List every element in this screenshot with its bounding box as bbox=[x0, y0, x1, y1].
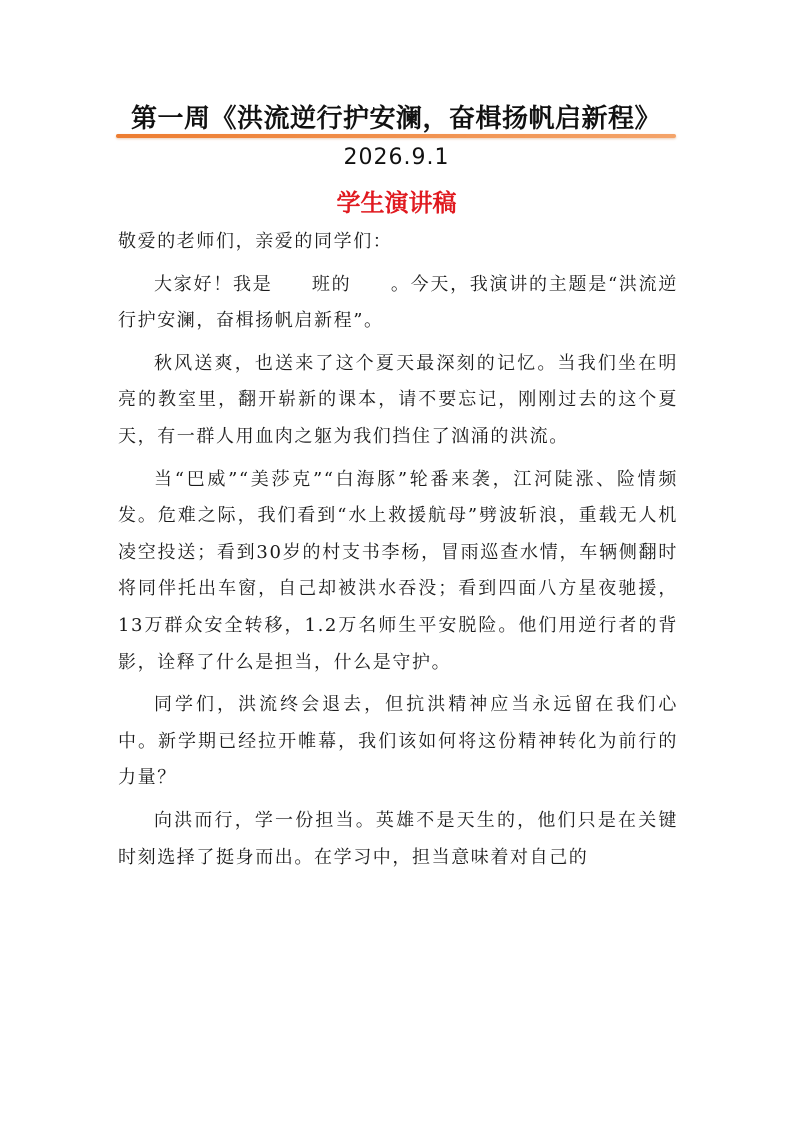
paragraph-responsibility: 向洪而行，学一份担当。英雄不是天生的，他们只是在关键时刻选择了挺身而出。在学习中，担当意味着对自己的 bbox=[118, 809, 678, 868]
salutation: 敬爱的老师们，亲爱的同学们： bbox=[118, 231, 393, 252]
speech-date: 2026.9.1 bbox=[343, 145, 450, 170]
speech-body bbox=[118, 224, 678, 882]
paragraph-greeting: 大家好！我是 班的 。今天，我演讲的主题是“洪流逆行护安澜，奋楫扬帆启新程”。 bbox=[118, 273, 678, 332]
speech-title: 第一周《洪流逆行护安澜，奋楫扬帆启新程》 bbox=[130, 104, 661, 134]
title-underline bbox=[116, 134, 676, 138]
paragraph-flood-heroes: 当“巴威”“美莎克”“白海豚”轮番来袭，江河陡涨、险情频发。危难之际，我们看到“水上救援航母”劈波斩浪，重载无人机凌空投送；看到30岁的村支书李杨，冒雨巡查水情，车辆侧翻时将同伴托出车窗，自己却被洪水吞没；看到四面八方星夜驰援，13万群众安全转移，1.2万名师生平安脱险。他们用逆行者的背影，诠释了什么是担当，什么是守护。 bbox=[118, 468, 678, 673]
paragraph-summer-memory: 秋风送爽，也送来了这个夏天最深刻的记忆。当我们坐在明亮的教室里，翻开崭新的课本，请不要忘记，刚刚过去的这个夏天，有一群人用血肉之躯为我们挡住了汹涌的洪流。 bbox=[118, 352, 678, 447]
speech-subtitle: 学生演讲稿 bbox=[336, 189, 457, 217]
paragraph-spirit: 同学们，洪流终会退去，但抗洪精神应当永远留在我们心中。新学期已经拉开帷幕，我们该如何将这份精神转化为前行的力量？ bbox=[118, 694, 678, 789]
